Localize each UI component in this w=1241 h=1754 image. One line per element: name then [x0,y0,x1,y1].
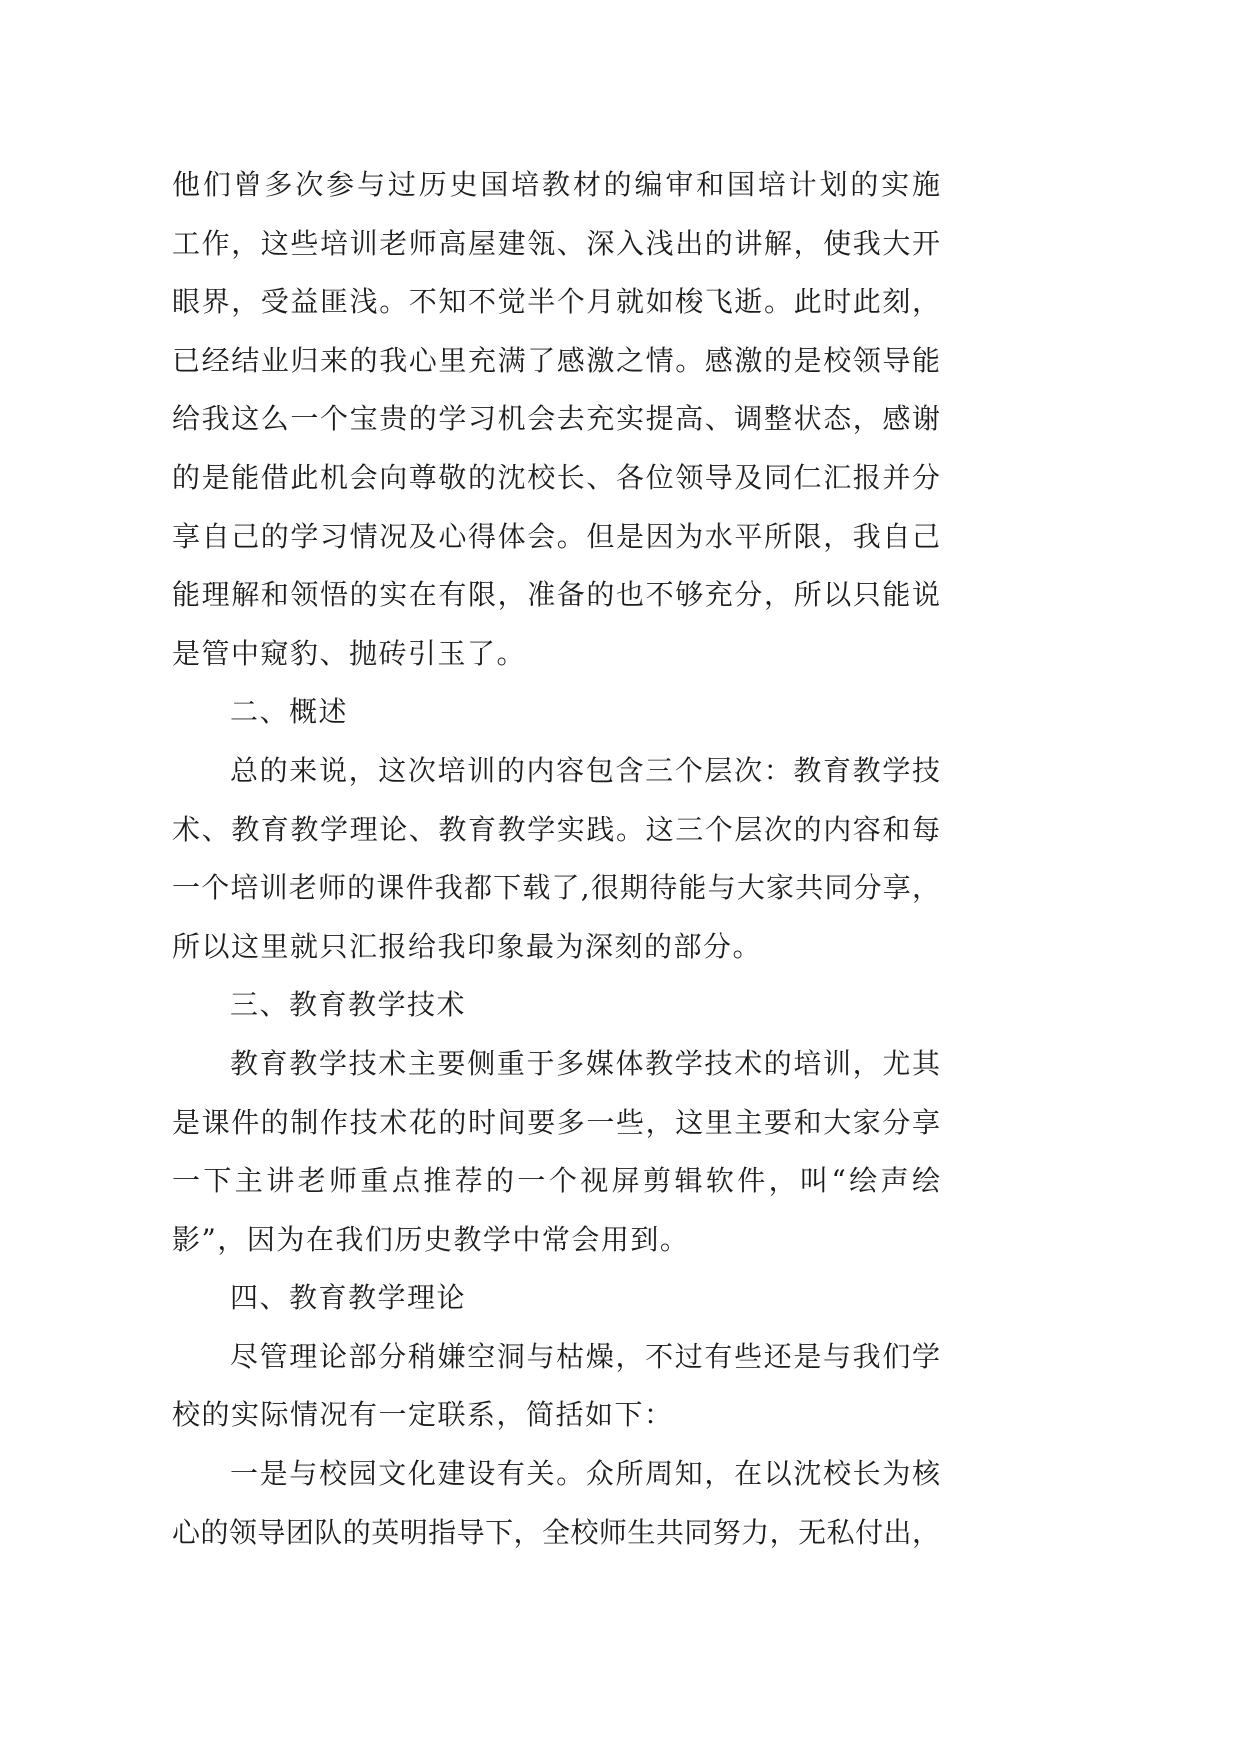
document-body [172,156,940,1562]
paragraph [172,742,940,976]
paragraph-line: 心的领导团队的英明指导下，全校师生共同努力，无私付出， [172,1515,940,1549]
paragraph-line: 的是能借此机会向尊敬的沈校长、各位领导及同仁汇报并分 [172,460,940,494]
paragraph-line: 术、教育教学理论、教育教学实践。这三个层次的内容和每 [172,812,940,846]
section-heading: 三、教育教学技术 [230,988,467,1022]
paragraph-line: 影”，因为在我们历史教学中常会用到。 [172,1222,690,1256]
paragraph-line: 校的实际情况有一定联系，简括如下： [172,1398,674,1432]
paragraph-line: 教育教学技术主要侧重于多媒体教学技术的培训，尤其 [230,1046,940,1080]
paragraph [172,1035,940,1269]
paragraph-line: 是管中窥豹、抛砖引玉了。 [172,636,527,670]
section-heading-overview [172,683,940,742]
section-heading: 二、概述 [230,695,349,729]
paragraph-line: 能理解和领悟的实在有限，准备的也不够充分，所以只能说 [172,578,940,612]
paragraph [172,1328,940,1445]
section-heading: 四、教育教学理论 [230,1281,467,1315]
paragraph-line: 给我这么一个宝贵的学习机会去充实提高、调整状态，感谢 [172,402,940,436]
paragraph-line: 已经结业归来的我心里充满了感激之情。感激的是校领导能 [172,343,940,377]
paragraph [172,156,940,683]
paragraph-line: 眼界，受益匪浅。不知不觉半个月就如梭飞逝。此时此刻， [172,285,940,319]
paragraph [172,1445,940,1562]
section-heading-theory [172,1269,940,1328]
paragraph-line: 享自己的学习情况及心得体会。但是因为水平所限，我自己 [172,519,940,553]
paragraph-line: 他们曾多次参与过历史国培教材的编审和国培计划的实施 [172,168,940,201]
paragraph-line: 一下主讲老师重点推荐的一个视屏剪辑软件，叫“绘声绘 [172,1164,940,1198]
paragraph-line: 一是与校园文化建设有关。众所周知，在以沈校长为核 [230,1457,940,1491]
paragraph-line: 一个培训老师的课件我都下载了,很期待能与大家共同分享， [172,871,940,905]
section-heading-technology [172,976,940,1035]
paragraph-line: 工作，这些培训老师高屋建瓴、深入浅出的讲解，使我大开 [172,226,940,260]
paragraph-line: 是课件的制作技术花的时间要多一些，这里主要和大家分享 [172,1105,940,1139]
paragraph-line: 所以这里就只汇报给我印象最为深刻的部分。 [172,929,763,963]
paragraph-line: 总的来说，这次培训的内容包含三个层次：教育教学技 [230,753,940,787]
paragraph-line: 尽管理论部分稍嫌空洞与枯燥，不过有些还是与我们学 [230,1339,940,1373]
